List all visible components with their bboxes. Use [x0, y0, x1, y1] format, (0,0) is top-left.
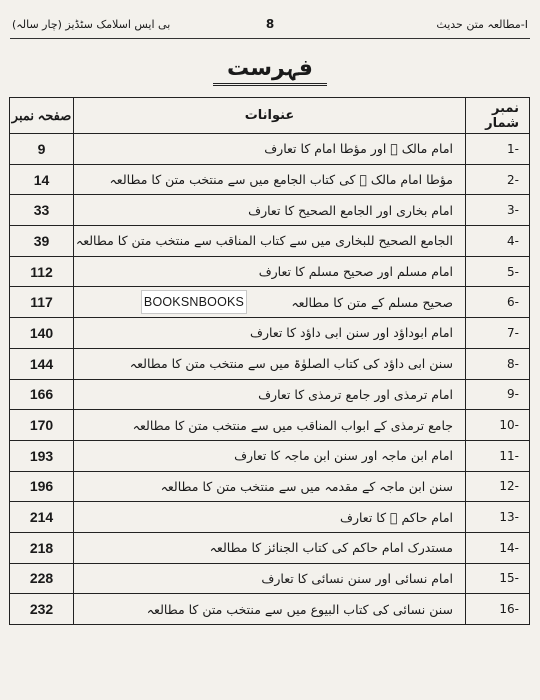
table-row: [10, 594, 530, 625]
table-row: [10, 348, 530, 379]
row-page: 228: [10, 563, 74, 594]
table-header-row: [10, 98, 530, 134]
contents-table: [9, 97, 530, 625]
table-row: [10, 379, 530, 410]
table-row: [10, 134, 530, 165]
row-page: 112: [10, 256, 74, 287]
header-number: نمبر شمار: [466, 98, 530, 134]
row-topic: امام ابوداؤد اور سنن ابی داؤد کا تعارف: [74, 318, 466, 349]
row-topic: امام مالک ﷫ اور مؤطا امام کا تعارف: [74, 134, 466, 165]
row-topic: الجامع الصحیح للبخاری میں سے کتاب المناقب سے منتخب متن کا مطالعہ: [74, 226, 466, 257]
header-left-text: بی ایس اسلامک سٹڈیز (چار سالہ): [12, 18, 171, 31]
row-topic: سنن ابن ماجہ کے مقدمہ میں سے منتخب متن کا مطالعہ: [74, 471, 466, 502]
row-page: 140: [10, 318, 74, 349]
watermark-stamp: BOOKSNBOOKS: [141, 290, 247, 314]
row-number: 16-: [466, 594, 530, 625]
row-topic: امام مسلم اور صحیح مسلم کا تعارف: [74, 256, 466, 287]
title-wrap: [0, 56, 540, 86]
table-row: [10, 256, 530, 287]
row-topic: مؤطا امام مالک ﷫ کی کتاب الجامع میں سے منتخب متن کا مطالعہ: [74, 164, 466, 195]
row-number: 4-: [466, 226, 530, 257]
row-number: 15-: [466, 563, 530, 594]
page-title: فہرست: [213, 56, 327, 86]
row-page: 33: [10, 195, 74, 226]
header-right-text: مطالعہ متن حدیث-I: [436, 18, 528, 31]
row-number: 14-: [466, 532, 530, 563]
row-topic: امام نسائی اور سنن نسائی کا تعارف: [74, 563, 466, 594]
row-number: 5-: [466, 256, 530, 287]
row-number: 6-: [466, 287, 530, 318]
row-number: 13-: [466, 502, 530, 533]
table-row: [10, 287, 530, 318]
row-number: 10-: [466, 410, 530, 441]
row-topic: جامع ترمذی کے ابواب المناقب میں سے منتخب متن کا مطالعہ: [74, 410, 466, 441]
table-body: [10, 134, 530, 625]
page-header: [10, 16, 530, 39]
table-row: [10, 164, 530, 195]
table-row: [10, 471, 530, 502]
row-topic: امام حاکم ﷫ کا تعارف: [74, 502, 466, 533]
row-topic: سنن ابی داؤد کی کتاب الصلوٰۃ میں سے منتخب متن کا مطالعہ: [74, 348, 466, 379]
table-row: [10, 195, 530, 226]
row-topic: امام ترمذی اور جامع ترمذی کا تعارف: [74, 379, 466, 410]
row-page: 39: [10, 226, 74, 257]
table-row: [10, 532, 530, 563]
row-topic: صحیح مسلم کے متن کا مطالعہ: [74, 287, 466, 318]
table-row: [10, 318, 530, 349]
table-row: [10, 440, 530, 471]
row-page: 9: [10, 134, 74, 165]
table-row: [10, 226, 530, 257]
row-number: 12-: [466, 471, 530, 502]
row-number: 1-: [466, 134, 530, 165]
row-number: 9-: [466, 379, 530, 410]
header-topic: عنوانات: [74, 98, 466, 134]
row-page: 170: [10, 410, 74, 441]
table-row: [10, 410, 530, 441]
row-page: 166: [10, 379, 74, 410]
row-topic: سنن نسائی کی کتاب البیوع میں سے منتخب متن کا مطالعہ: [74, 594, 466, 625]
row-number: 7-: [466, 318, 530, 349]
row-number: 8-: [466, 348, 530, 379]
row-page: 232: [10, 594, 74, 625]
row-number: 11-: [466, 440, 530, 471]
table-row: [10, 563, 530, 594]
row-page: 193: [10, 440, 74, 471]
row-topic: مستدرک امام حاکم کی کتاب الجنائز کا مطالعہ: [74, 532, 466, 563]
row-number: 3-: [466, 195, 530, 226]
row-page: 196: [10, 471, 74, 502]
row-page: 218: [10, 532, 74, 563]
table-row: [10, 502, 530, 533]
row-page: 214: [10, 502, 74, 533]
row-page: 117: [10, 287, 74, 318]
row-page: 144: [10, 348, 74, 379]
row-topic: امام بخاری اور الجامع الصحیح کا تعارف: [74, 195, 466, 226]
page-number: 8: [265, 17, 275, 31]
header-page: صفحہ نمبر: [10, 98, 74, 134]
row-number: 2-: [466, 164, 530, 195]
row-topic: امام ابن ماجہ اور سنن ابن ماجہ کا تعارف: [74, 440, 466, 471]
row-page: 14: [10, 164, 74, 195]
